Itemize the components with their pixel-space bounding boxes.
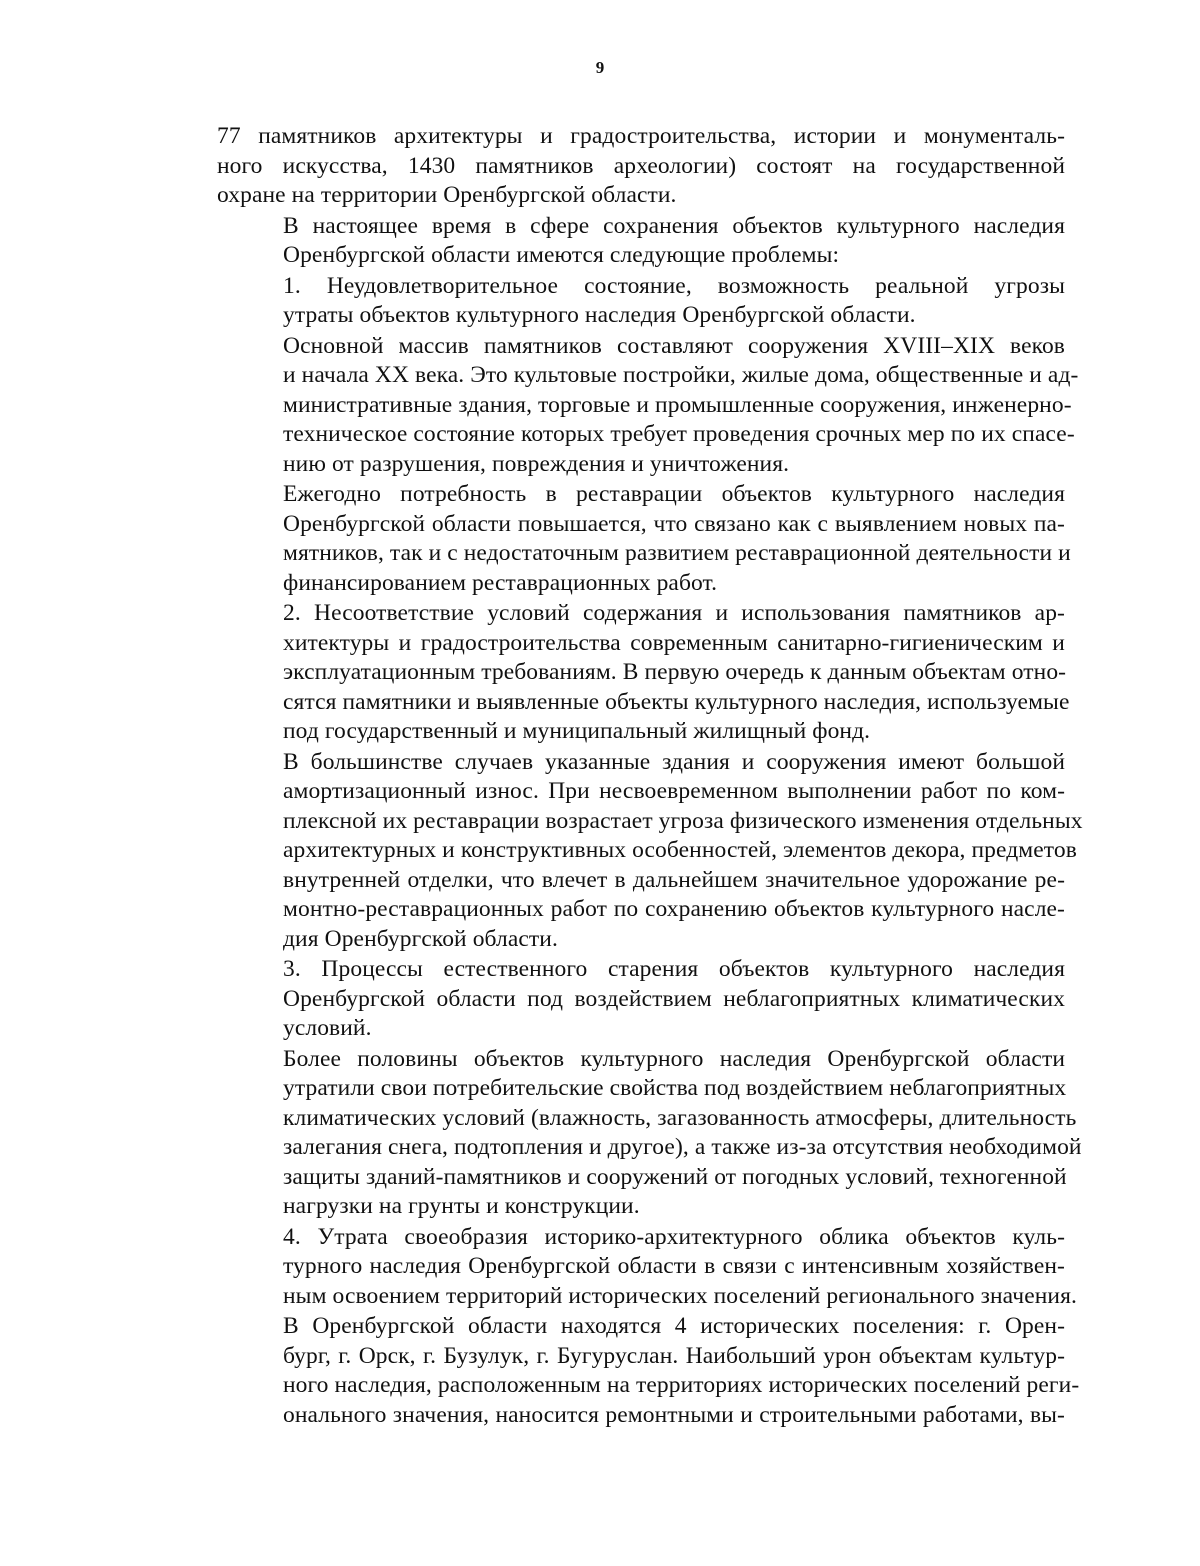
- text-line: В большинстве случаев указанные здания и сооружения имеют большой: [283, 748, 1065, 775]
- paragraph: [217, 332, 1079, 480]
- text-line: утратили свои потребительские свойства под воздействием неблагоприятных: [283, 1075, 1067, 1101]
- text-line: нию от разрушения, повреждения и уничтожения.: [283, 450, 790, 477]
- paragraph: [217, 1223, 1077, 1312]
- text-line: ного наследия, расположенным на территориях исторических поселений реги-: [283, 1372, 1080, 1398]
- text-line: внутренней отделки, что влечет в дальнейшем значительное удорожание ре-: [283, 866, 1065, 893]
- text-line: турного наследия Оренбургской области в связи с интенсивным хозяйствен-: [283, 1253, 1065, 1279]
- text-line: 1. Неудовлетворительное состояние, возможность реальной угрозы: [283, 272, 1065, 299]
- text-line: онального значения, наносится ремонтными и строительными работами, вы-: [283, 1401, 1065, 1428]
- text-line: залегания снега, подтопления и другое), а также из-за отсутствия необходимой: [283, 1134, 1082, 1160]
- text-line: условий.: [283, 1015, 372, 1041]
- text-line: защиты зданий-памятников и сооружений от погодных условий, техногенной: [283, 1163, 1067, 1190]
- text-line: мятников, так и с недостаточным развитием реставрационной деятельности и: [283, 540, 1071, 566]
- text-line: амортизационный износ. При несвоевременном выполнении работ по ком-: [283, 778, 1065, 804]
- paragraph: [217, 212, 1065, 271]
- text-line: монтно-реставрационных работ по сохранению объектов культурного насле-: [283, 896, 1065, 922]
- paragraph: [217, 955, 1065, 1044]
- text-line: 3. Процессы естественного старения объектов культурного наследия: [283, 956, 1065, 982]
- text-line: под государственный и муниципальный жилищный фонд.: [283, 718, 871, 744]
- text-line: В настоящее время в сфере сохранения объектов культурного наследия: [283, 212, 1065, 239]
- paragraph: [217, 1045, 1082, 1222]
- text-line: Оренбургской области повышается, что связано как с выявлением новых па-: [283, 510, 1065, 537]
- text-line: 4. Утрата своеобразия историко-архитектурного облика объектов куль-: [283, 1223, 1065, 1250]
- text-line: и начала XX века. Это культовые постройки, жилые дома, общественные и ад-: [283, 362, 1079, 388]
- text-line: 2. Несоответствие условий содержания и использования памятников ар-: [283, 600, 1065, 626]
- text-line: архитектурных и конструктивных особенностей, элементов декора, предметов: [283, 837, 1077, 863]
- text-line: плексной их реставрации возрастает угроза физического изменения отдельных: [283, 807, 1083, 834]
- document-body: [217, 122, 1083, 1430]
- text-line: нагрузки на грунты и конструкции.: [283, 1193, 640, 1219]
- text-line: Оренбургской области под воздействием неблагоприятных климатических: [283, 985, 1065, 1012]
- text-line: Ежегодно потребность в реставрации объектов культурного наследия: [283, 481, 1065, 507]
- text-line: хитектуры и градостроительства современным санитарно-гигиеническим и: [283, 629, 1065, 656]
- text-line: утраты объектов культурного наследия Оренбургской области.: [283, 302, 916, 328]
- paragraph: [217, 748, 1083, 955]
- text-line: климатических условий (влажность, загазованность атмосферы, длительность: [283, 1104, 1077, 1131]
- paragraph: [217, 480, 1071, 598]
- text-line: сятся памятники и выявленные объекты культурного наследия, используемые: [283, 688, 1070, 715]
- text-line: дия Оренбургской области.: [283, 925, 558, 952]
- text-line: министративные здания, торговые и промышленные сооружения, инженерно-: [283, 391, 1072, 418]
- paragraph: [217, 122, 1065, 211]
- text-line: В Оренбургской области находятся 4 исторических поселения: г. Орен-: [283, 1313, 1065, 1339]
- paragraph: [217, 272, 1065, 331]
- text-line: охране на территории Оренбургской области.: [217, 182, 677, 208]
- text-line: техническое состояние которых требует проведения срочных мер по их спасе-: [283, 421, 1075, 447]
- text-line: финансированием реставрационных работ.: [283, 569, 718, 596]
- text-line: эксплуатационным требованиям. В первую очередь к данным объектам отно-: [283, 659, 1067, 685]
- text-line: ного искусства, 1430 памятников археологии) состоят на государственной: [217, 152, 1065, 179]
- page-number: 9: [595, 58, 605, 77]
- text-line: 77 памятников архитектуры и градостроительства, истории и монументаль-: [217, 123, 1065, 149]
- text-line: Основной массив памятников составляют сооружения XVIII–XIX веков: [283, 332, 1065, 359]
- text-line: Оренбургской области имеются следующие проблемы:: [283, 242, 840, 268]
- paragraph: [217, 599, 1070, 747]
- text-line: Более половины объектов культурного наследия Оренбургской области: [283, 1045, 1065, 1072]
- text-line: бург, г. Орск, г. Бузулук, г. Бугуруслан. Наибольший урон объектам культур-: [283, 1342, 1065, 1369]
- paragraph: [217, 1312, 1080, 1430]
- text-line: ным освоением территорий исторических поселений регионального значения.: [283, 1282, 1077, 1309]
